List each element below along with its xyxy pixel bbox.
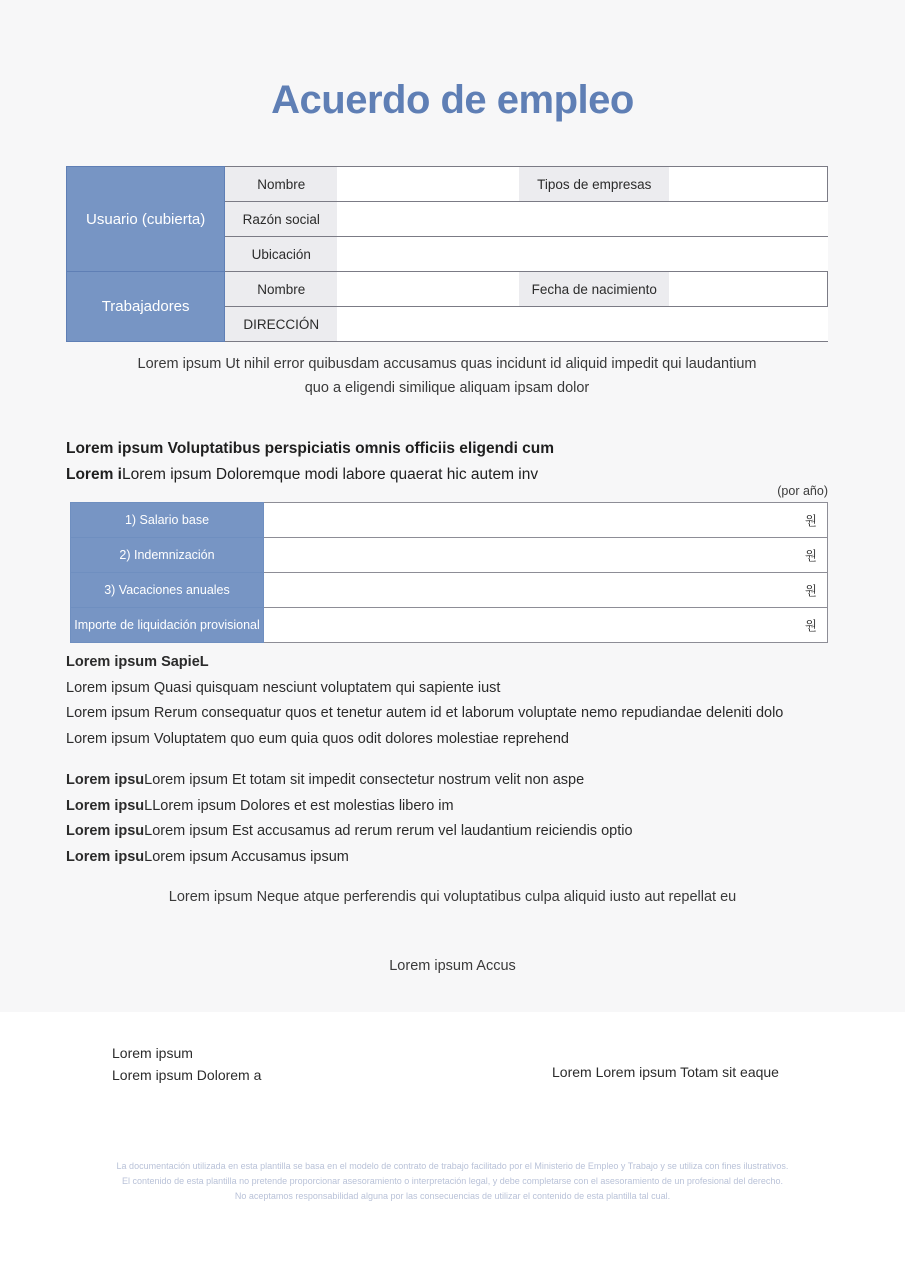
salary-unit-note: (por año) xyxy=(777,484,828,498)
page-title: Acuerdo de empleo xyxy=(271,78,634,122)
table-row xyxy=(67,167,828,202)
text-block-b-line-1-bold: Lorem ipsu xyxy=(66,772,145,788)
field-value-company-type[interactable] xyxy=(669,167,827,202)
party-group-employer: Usuario (cubierta) xyxy=(67,167,225,272)
text-block-a-line-4: Lorem ipsum Voluptatem quo eum quia quos odit dolores molestiae reprehend xyxy=(66,730,569,747)
footer-disclaimer-line-1: La documentación utilizada en esta plantilla se basa en el modelo de contrato de trabajo facilitado por el Ministerio de Empleo y Trabajo y se utiliza con fines ilustrativos. xyxy=(116,1161,789,1171)
text-block-b-line-4 xyxy=(66,845,856,871)
section-heading-2-bold: Lorem i xyxy=(66,466,122,483)
text-block-b xyxy=(66,768,856,870)
intro-line-1: Lorem ipsum Ut nihil error quibusdam accusamus quas incidunt id aliquid impedit qui laudantium xyxy=(137,356,757,372)
signature-block-left xyxy=(112,1043,261,1086)
party-group-worker: Trabajadores xyxy=(67,272,225,342)
closing-statement: Lorem ipsum Neque atque perferendis qui voluptatibus culpa aliquid iusto aut repellat eu xyxy=(168,889,737,905)
salary-label-severance: 2) Indemnización xyxy=(71,538,264,573)
text-block-b-line-4-rest: Lorem ipsum Accusamus ipsum xyxy=(144,848,349,865)
section-heading-2-rest: Lorem ipsum Doloremque modi labore quaerat hic autem inv xyxy=(121,466,539,483)
table-row xyxy=(71,503,828,538)
field-label-business-name: Razón social xyxy=(225,202,338,237)
table-row xyxy=(71,608,828,643)
signature-block-right xyxy=(552,1064,779,1080)
party-information-table xyxy=(66,166,828,342)
signature-right-line-1: Lorem Lorem ipsum Totam sit eaque xyxy=(552,1064,779,1080)
salary-value-base[interactable]: 원 xyxy=(264,503,828,538)
field-label-birth-date: Fecha de nacimiento xyxy=(519,272,669,307)
signature-left-line-2: Lorem ipsum Dolorem a xyxy=(112,1066,262,1083)
field-label-location: Ubicación xyxy=(225,237,338,272)
salary-value-severance[interactable]: 원 xyxy=(264,538,828,573)
text-block-b-line-3 xyxy=(66,819,856,845)
text-block-b-line-1-rest: Lorem ipsum Et totam sit impedit consectetur nostrum velit non aspe xyxy=(144,772,585,788)
section-heading-2 xyxy=(66,466,538,484)
salary-value-annual-leave[interactable]: 원 xyxy=(264,573,828,608)
field-value-employer-name[interactable] xyxy=(337,167,519,202)
salary-breakdown-table xyxy=(70,502,828,643)
signature-left-line-1: Lorem ipsum xyxy=(112,1045,193,1061)
salary-label-base: 1) Salario base xyxy=(71,503,264,538)
field-label-company-type: Tipos de empresas xyxy=(519,167,669,202)
footer-disclaimer xyxy=(0,1159,905,1204)
text-block-a-line-1: Lorem ipsum SapieL xyxy=(66,654,209,670)
text-block-b-line-3-bold: Lorem ipsu xyxy=(66,823,145,839)
text-block-b-line-2 xyxy=(66,794,856,820)
table-row xyxy=(67,272,828,307)
salary-label-provisional-settlement: Importe de liquidación provisional xyxy=(71,608,264,643)
footer-disclaimer-line-3: No aceptamos responsabilidad alguna por las consecuencias de utilizar el contenido de esta plantilla tal cual. xyxy=(234,1191,671,1201)
text-block-a-line-2: Lorem ipsum Quasi quisquam nesciunt voluptatem qui sapiente iust xyxy=(66,679,501,696)
field-value-location[interactable] xyxy=(337,237,827,272)
agreement-date-line: Lorem ipsum Accus xyxy=(389,958,516,974)
text-block-b-line-2-rest: LLorem ipsum Dolores et est molestias libero im xyxy=(144,797,454,814)
field-value-worker-name[interactable] xyxy=(337,272,519,307)
text-block-a xyxy=(66,650,856,752)
text-block-b-line-4-bold: Lorem ipsu xyxy=(66,848,145,865)
intro-line-2: quo a eligendi similique aliquam ipsam dolor xyxy=(304,380,590,396)
field-label-worker-address: DIRECCIÓN xyxy=(225,307,338,342)
field-value-birth-date[interactable] xyxy=(669,272,827,307)
footer-disclaimer-line-2: El contenido de esta plantilla no pretende proporcionar asesoramiento o interpretación legal, y debe completarse con el asesoramiento de un profesional del derecho. xyxy=(122,1176,783,1186)
field-value-business-name[interactable] xyxy=(337,202,827,237)
text-block-a-line-3: Lorem ipsum Rerum consequatur quos et tenetur autem id et laborum voluptate nemo repudiandae deleniti dolo xyxy=(66,705,784,721)
text-block-b-line-1 xyxy=(66,768,856,794)
intro-paragraph xyxy=(66,352,828,400)
salary-value-provisional-settlement[interactable]: 원 xyxy=(264,608,828,643)
text-block-b-line-3-rest: Lorem ipsum Est accusamus ad rerum rerum vel laudantium reiciendis optio xyxy=(144,823,633,839)
text-block-b-line-2-bold: Lorem ipsu xyxy=(66,797,145,814)
field-label-employer-name: Nombre xyxy=(225,167,338,202)
salary-label-annual-leave: 3) Vacaciones anuales xyxy=(71,573,264,608)
table-row xyxy=(71,573,828,608)
table-row xyxy=(71,538,828,573)
field-label-worker-name: Nombre xyxy=(225,272,338,307)
section-heading-1: Lorem ipsum Voluptatibus perspiciatis omnis officiis eligendi cum xyxy=(66,440,555,457)
field-value-worker-address[interactable] xyxy=(337,307,827,342)
